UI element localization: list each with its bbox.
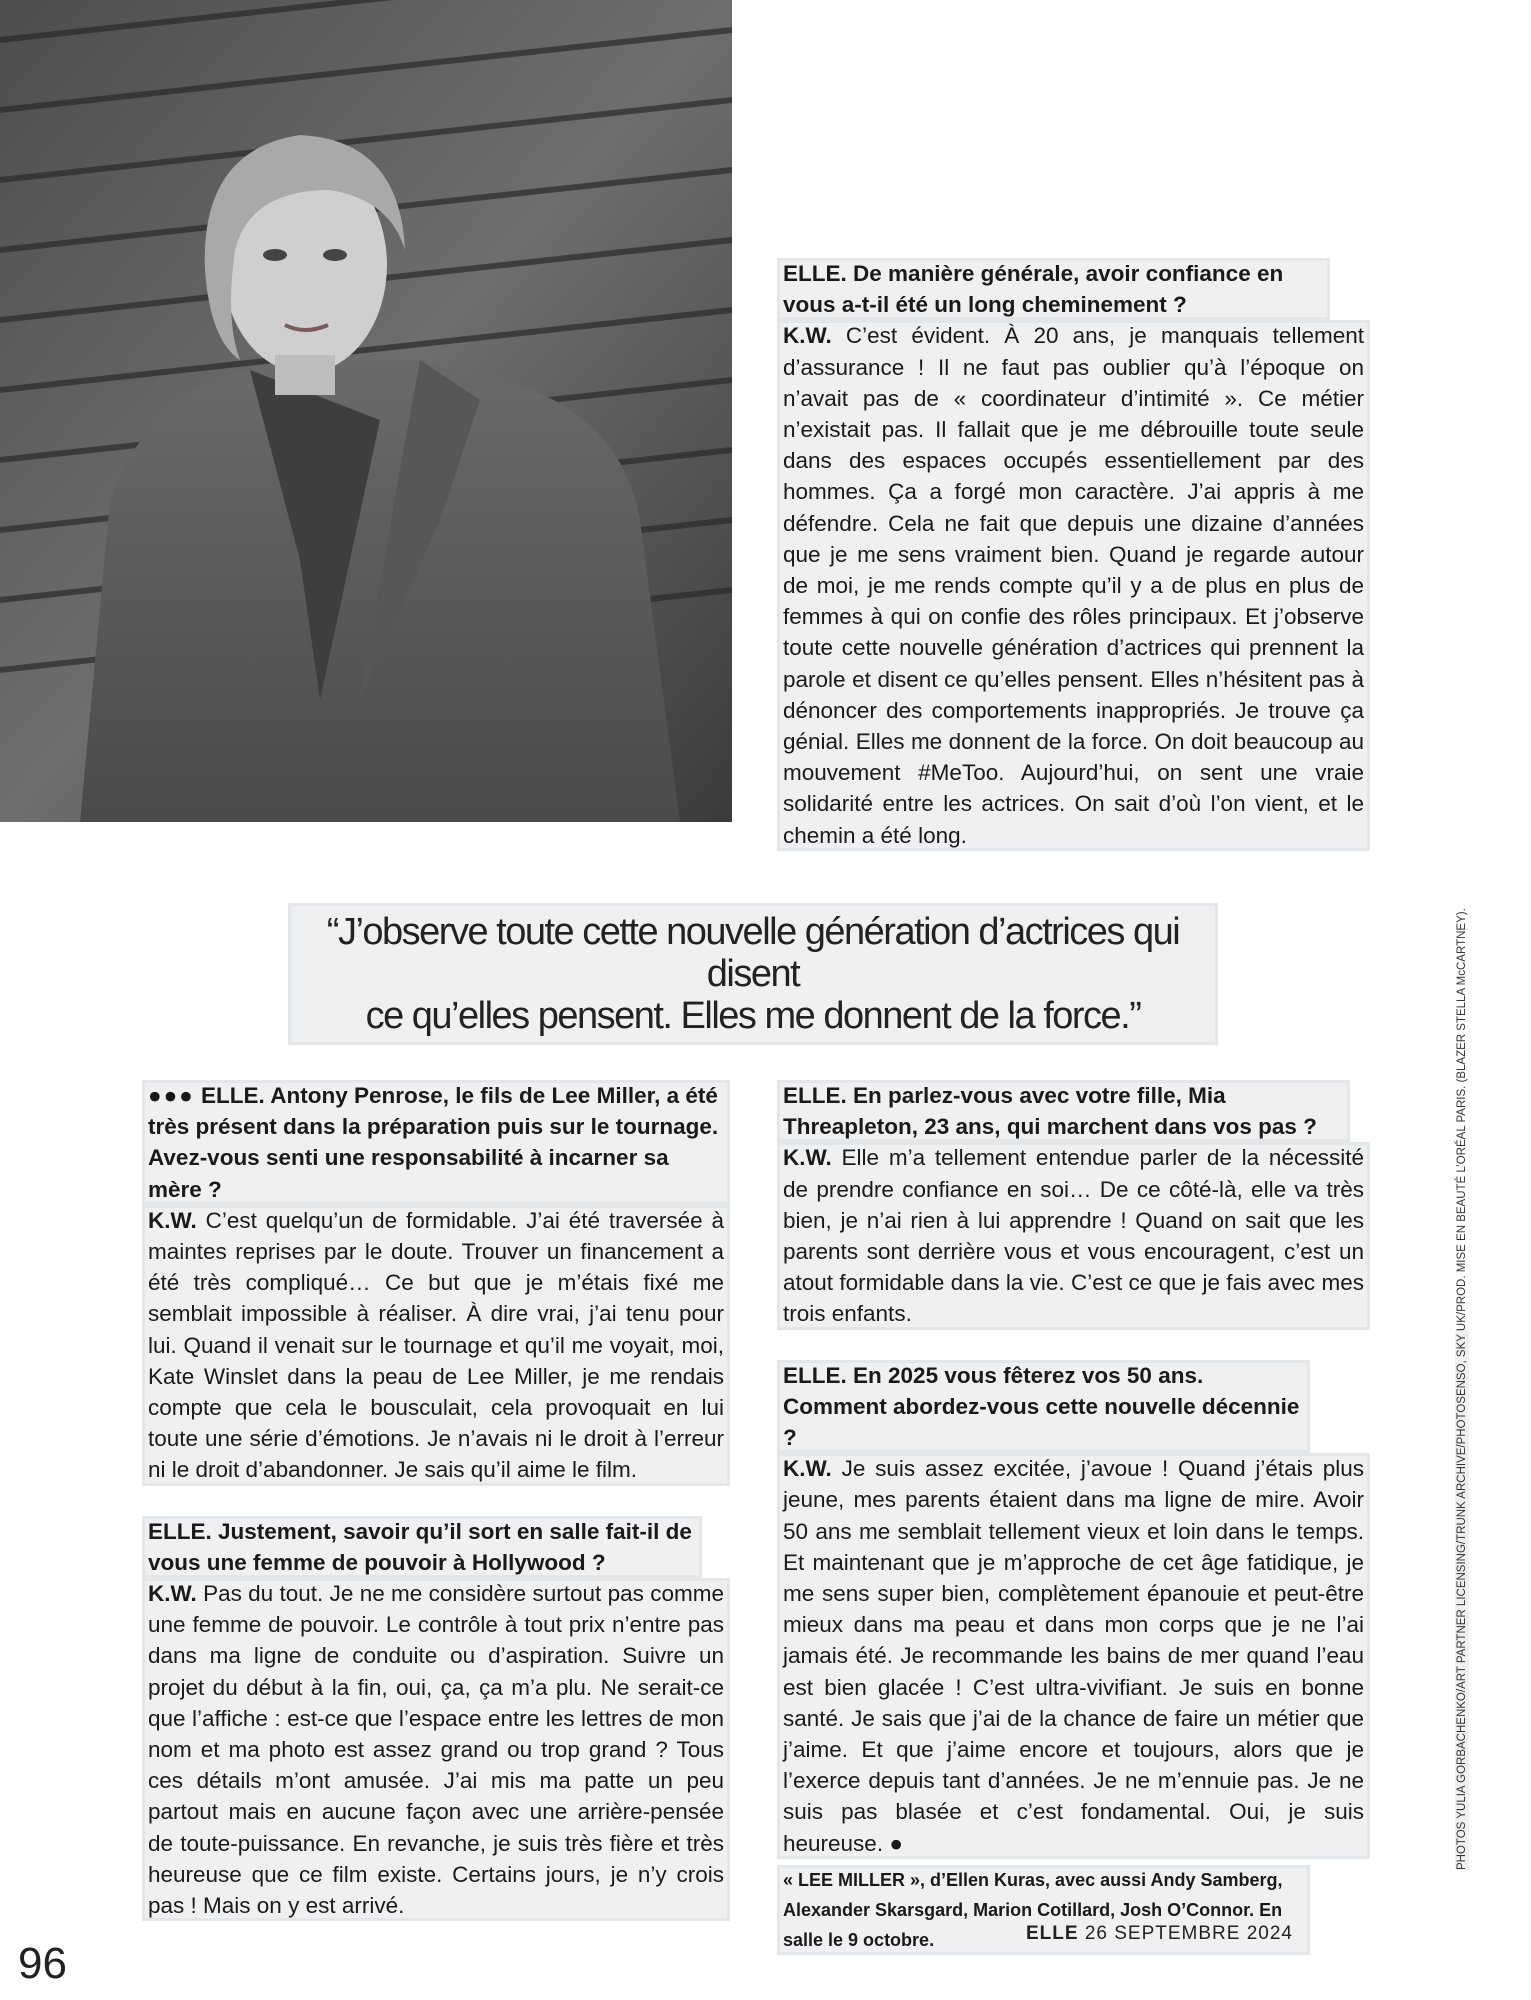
- photo-credits-text: PHOTOS YULIA GORBACHENKO/ART PARTNER LICENSING/TRUNK ARCHIVE/PHOTOSENSO, SKY UK/PROD. MISE EN BEAUTÉ L’ORÉAL PARIS. (BLAZER STELLA McCARTNEY).: [1456, 908, 1468, 1870]
- answer-text: C’est quelqu’un de formidable. J’ai été traversée à maintes reprises par le doute. Trouver un financement a été très compliqué… Ce but que je m’étais fixé me semblait impossible à réaliser. À dire vrai, j’ai tenu pour lui. Quand il venait sur le tournage et qu’il me voyait, moi, Kate Winslet dans la peau de Lee Miller, je me rendais compte que cela le bousculait, cela provoquait en lui toute une série d’émotions. Je n’avais ni le droit à l’erreur ni le droit d’abandonner. Je sais qu’il aime le film.: [148, 1207, 724, 1483]
- photo-credits: [1455, 908, 1477, 1870]
- answer-label: K.W.: [783, 323, 832, 349]
- film-info-text: « LEE MILLER », d’Ellen Kuras, avec aussi Andy Samberg, Alexander Skarsgard, Marion Cotillard, Josh O’Connor. En salle le 9 octobre.: [783, 1869, 1283, 1950]
- footer-date: 26 SEPTEMBRE 2024: [1084, 1923, 1293, 1944]
- question-power: [142, 1516, 702, 1578]
- question-text: Justement, savoir qu’il sort en salle fait-il de vous une femme de pouvoir à Hollywood ?: [148, 1518, 692, 1575]
- pull-quote-line-1: “J’observe toute cette nouvelle génération d’actrices qui disent: [326, 911, 1180, 995]
- pull-quote-line-2: ce qu’elles pensent. Elles me donnent de la force.”: [365, 995, 1141, 1037]
- answer-fifty: [777, 1453, 1370, 1859]
- question-confidence: [777, 258, 1330, 320]
- question-label: ELLE.: [148, 1518, 212, 1544]
- footer-brand: ELLE: [1026, 1923, 1079, 1944]
- question-daughter: [777, 1080, 1350, 1142]
- answer-label: K.W.: [148, 1207, 197, 1233]
- question-label: ELLE.: [783, 1083, 847, 1108]
- answer-confidence: [777, 320, 1370, 850]
- question-text: De manière générale, avoir confiance en vous a-t-il été un long cheminement ?: [783, 261, 1284, 318]
- answer-text: Elle m’a tellement entendue parler de la nécessité de prendre confiance en soi… De ce côté-là, elle va très bien, je n’ai rien à lui apprendre ! Quand on sait que les parents sont derrière vous et vous encouragent, c’est un atout formidable dans la vie. C’est ce que je fais avec mes trois enfants.: [783, 1145, 1364, 1327]
- left-column: [142, 1080, 730, 1921]
- pull-quote: [288, 903, 1218, 1045]
- answer-text: Je suis assez excitée, j’avoue ! Quand j’étais plus jeune, mes parents étaient dans ma ligne de mire. Avoir 50 ans me semblait tellement vieux et loin dans le temps. Et maintenant que je m’approche de cet âge fatidique, je me sens super bien, complètement épanouie et peut-être mieux dans ma peau et dans mon corps que je ne l’ai jamais été. Je recommande les bains de mer quand l’eau est bien glacée ! C’est ultra-vivifiant. Je suis en bonne santé. Je sais que j’ai de la chance de faire un métier que j’aime. Et que j’aime encore et toujours, alors que je l’exerce depuis tant d’années. Je ne m’ennuie pas. Je ne suis pas blasée et c’est fondamental. Oui, je suis heureuse.: [783, 1456, 1364, 1856]
- page-footer: [1026, 1923, 1293, 1945]
- answer-text: Pas du tout. Je ne me considère surtout pas comme une femme de pouvoir. Le contrôle à tout prix n’entre pas dans ma ligne de conduite ou d’aspiration. Suivre un projet du début à la fin, oui, ça, ça m’a plu. Ne serait-ce que l’affiche : est-ce que l’espace entre les lettres de mon nom et ma photo est assez grand ou trop grand ? Tous ces détails m’ont amusée. J’ai mis ma patte un peu partout mais en aucune façon avec une arrière-pensée de toute-puissance. En revanche, je suis très fière et très heureuse que ce film existe. Certains jours, je n’y crois pas ! Mais on y est arrivé.: [148, 1581, 724, 1919]
- answer-label: K.W.: [783, 1456, 832, 1482]
- answer-text: C’est évident. À 20 ans, je manquais tellement d’assurance ! Il ne faut pas oublier qu’à l’époque on n’avait pas de « coordinateur d’intimité ». Ce métier n’existait pas. Il fallait que je me débrouille toute seule dans des espaces occupés essentiellement par des hommes. Ça a forgé mon caractère. J’ai appris à me défendre. Cela ne fait que depuis une dizaine d’années que je me sens vraiment bien. Quand je regarde autour de moi, je me rends compte qu’il y a de plus en plus de femmes à qui on confie des rôles principaux. Et j’observe toute cette nouvelle génération d’actrices qui prennent la parole et disent ce qu’elles pensent. Elles n’hésitent pas à dénoncer des comportements inappropriés. Je trouve ça génial. Elles me donnent de la force. On doit beaucoup au mouvement #MeToo. Aujourd’hui, on sent une vraie solidarité entre les actrices. On sait d’où l’on vient, et le chemin a été long.: [783, 323, 1364, 848]
- top-right-column: [777, 258, 1370, 851]
- bullet-dots: ●●●: [148, 1083, 195, 1108]
- question-fifty: [777, 1360, 1310, 1454]
- page-number: 96: [18, 1939, 67, 1988]
- question-label: ELLE.: [783, 261, 847, 286]
- end-mark: ●: [889, 1830, 903, 1856]
- answer-daughter: [777, 1142, 1370, 1329]
- right-column: [777, 1080, 1370, 1955]
- answer-power: [142, 1578, 730, 1921]
- question-label: ELLE.: [201, 1083, 265, 1108]
- answer-label: K.W.: [783, 1145, 832, 1171]
- answer-label: K.W.: [148, 1581, 197, 1607]
- question-penrose: [142, 1080, 730, 1205]
- answer-penrose: [142, 1205, 730, 1486]
- question-text: Antony Penrose, le fils de Lee Miller, a été très présent dans la préparation puis sur le tournage. Avez-vous senti une responsabilité à incarner sa mère ?: [148, 1083, 719, 1202]
- question-text: En 2025 vous fêterez vos 50 ans. Comment abordez-vous cette nouvelle décennie ?: [783, 1362, 1300, 1451]
- question-text: En parlez-vous avec votre fille, Mia Threapleton, 23 ans, qui marchent dans vos pas ?: [783, 1083, 1317, 1140]
- question-label: ELLE.: [783, 1362, 847, 1388]
- portrait-photo: [0, 0, 732, 822]
